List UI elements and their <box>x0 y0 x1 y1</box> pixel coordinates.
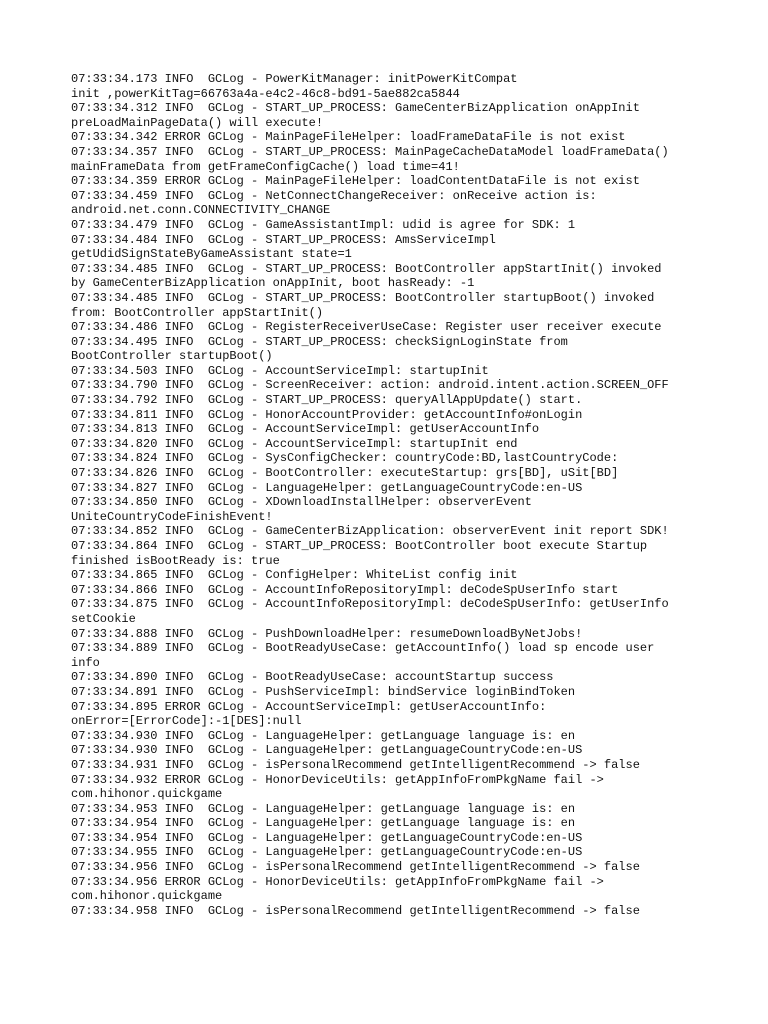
log-line: 07:33:34.955 INFO GCLog - LanguageHelper: getLanguageCountryCode:en-US <box>71 845 583 860</box>
log-line: 07:33:34.888 INFO GCLog - PushDownloadHelper: resumeDownloadByNetJobs! <box>71 626 583 641</box>
log-line: init ,powerKitTag=66763a4a-e4c2-46c8-bd91-5ae882ca5844 <box>71 86 460 101</box>
log-line: 07:33:34.850 INFO GCLog - XDownloadInstallHelper: observerEvent <box>71 495 532 510</box>
log-line: 07:33:34.790 INFO GCLog - ScreenReceiver: action: android.intent.action.SCREEN_OFF <box>71 378 669 393</box>
log-line: 07:33:34.484 INFO GCLog - START_UP_PROCESS: AmsServiceImpl <box>71 232 496 247</box>
log-line: 07:33:34.503 INFO GCLog - AccountServiceImpl: startupInit <box>71 363 489 378</box>
log-line: 07:33:34.895 ERROR GCLog - AccountServiceImpl: getUserAccountInfo: <box>71 699 547 714</box>
log-line: 07:33:34.852 INFO GCLog - GameCenterBizApplication: observerEvent init report SDK! <box>71 524 669 539</box>
log-line: 07:33:34.173 INFO GCLog - PowerKitManager: initPowerKitCompat <box>71 72 518 86</box>
log-line: 07:33:34.813 INFO GCLog - AccountServiceImpl: getUserAccountInfo <box>71 422 540 437</box>
log-line: BootController startupBoot() <box>71 349 273 364</box>
log-line: preLoadMainPageData() will execute! <box>71 115 324 130</box>
log-line: 07:33:34.495 INFO GCLog - START_UP_PROCESS: checkSignLoginState from <box>71 334 568 349</box>
log-line: com.hihonor.quickgame <box>71 787 223 802</box>
log-line: from: BootController appStartInit() <box>71 305 324 320</box>
log-document <box>71 72 751 918</box>
log-line: by GameCenterBizApplication onAppInit, boot hasReady: -1 <box>71 276 475 291</box>
log-line: 07:33:34.954 INFO GCLog - LanguageHelper: getLanguageCountryCode:en-US <box>71 830 583 845</box>
log-line: mainFrameData from getFrameConfigCache() load time=41! <box>71 159 460 174</box>
log-line: 07:33:34.479 INFO GCLog - GameAssistantImpl: udid is agree for SDK: 1 <box>71 217 576 232</box>
log-line: 07:33:34.890 INFO GCLog - BootReadyUseCase: accountStartup success <box>71 670 554 685</box>
log-line: 07:33:34.792 INFO GCLog - START_UP_PROCESS: queryAllAppUpdate() start. <box>71 393 583 408</box>
log-line: com.hihonor.quickgame <box>71 889 223 904</box>
log-line: onError=[ErrorCode]:-1[DES]:null <box>71 714 302 729</box>
log-line: 07:33:34.953 INFO GCLog - LanguageHelper: getLanguage language is: en <box>71 801 576 816</box>
log-line: 07:33:34.865 INFO GCLog - ConfigHelper: WhiteList config init <box>71 568 518 583</box>
log-line: 07:33:34.486 INFO GCLog - RegisterReceiverUseCase: Register user receiver execute <box>71 320 662 335</box>
log-line: 07:33:34.875 INFO GCLog - AccountInfoRepositoryImpl: deCodeSpUserInfo: getUserInfo <box>71 597 669 612</box>
log-line: 07:33:34.956 ERROR GCLog - HonorDeviceUtils: getAppInfoFromPkgName fail -> <box>71 874 604 889</box>
log-line: finished isBootReady is: true <box>71 553 280 568</box>
log-line: 07:33:34.485 INFO GCLog - START_UP_PROCESS: BootController startupBoot() invoked <box>71 290 655 305</box>
log-line: 07:33:34.820 INFO GCLog - AccountServiceImpl: startupInit end <box>71 436 518 451</box>
log-line: 07:33:34.891 INFO GCLog - PushServiceImpl: bindService loginBindToken <box>71 684 576 699</box>
log-line: 07:33:34.827 INFO GCLog - LanguageHelper: getLanguageCountryCode:en-US <box>71 480 583 495</box>
log-line: 07:33:34.312 INFO GCLog - START_UP_PROCESS: GameCenterBizApplication onAppInit <box>71 101 640 116</box>
log-line: 07:33:34.864 INFO GCLog - START_UP_PROCESS: BootController boot execute Startup <box>71 539 648 553</box>
log-line: 07:33:34.811 INFO GCLog - HonorAccountProvider: getAccountInfo#onLogin <box>71 407 583 422</box>
log-line: 07:33:34.826 INFO GCLog - BootController: executeStartup: grs[BD], uSit[BD] <box>71 466 619 481</box>
log-line: 07:33:34.931 INFO GCLog - isPersonalRecommend getIntelligentRecommend -> false <box>71 757 640 772</box>
log-line: 07:33:34.459 INFO GCLog - NetConnectChangeReceiver: onReceive action is: <box>71 188 597 203</box>
log-line: info <box>71 655 100 670</box>
log-line: 07:33:34.824 INFO GCLog - SysConfigChecker: countryCode:BD,lastCountryCode: <box>71 451 619 466</box>
log-line: 07:33:34.342 ERROR GCLog - MainPageFileHelper: loadFrameDataFile is not exist <box>71 130 626 145</box>
log-line: 07:33:34.889 INFO GCLog - BootReadyUseCase: getAccountInfo() load sp encode user <box>71 641 655 656</box>
log-line: 07:33:34.954 INFO GCLog - LanguageHelper: getLanguage language is: en <box>71 816 576 831</box>
log-line: 07:33:34.930 INFO GCLog - LanguageHelper: getLanguage language is: en <box>71 728 576 743</box>
log-line: 07:33:34.930 INFO GCLog - LanguageHelper: getLanguageCountryCode:en-US <box>71 743 583 758</box>
log-line: android.net.conn.CONNECTIVITY_CHANGE <box>71 203 331 218</box>
log-line: setCookie <box>71 611 136 626</box>
log-line: 07:33:34.866 INFO GCLog - AccountInfoRepositoryImpl: deCodeSpUserInfo start <box>71 582 619 597</box>
log-line: 07:33:34.357 INFO GCLog - START_UP_PROCESS: MainPageCacheDataModel loadFrameData() <box>71 144 669 159</box>
log-line: 07:33:34.932 ERROR GCLog - HonorDeviceUtils: getAppInfoFromPkgName fail -> <box>71 772 604 787</box>
log-line: 07:33:34.956 INFO GCLog - isPersonalRecommend getIntelligentRecommend -> false <box>71 860 640 875</box>
log-line: 07:33:34.958 INFO GCLog - isPersonalRecommend getIntelligentRecommend -> false <box>71 903 640 918</box>
log-line: 07:33:34.485 INFO GCLog - START_UP_PROCESS: BootController appStartInit() invoked <box>71 261 662 276</box>
log-line: getUdidSignStateByGameAssistant state=1 <box>71 247 352 262</box>
log-line: UniteCountryCodeFinishEvent! <box>71 509 273 524</box>
log-line: 07:33:34.359 ERROR GCLog - MainPageFileHelper: loadContentDataFile is not exist <box>71 174 640 189</box>
